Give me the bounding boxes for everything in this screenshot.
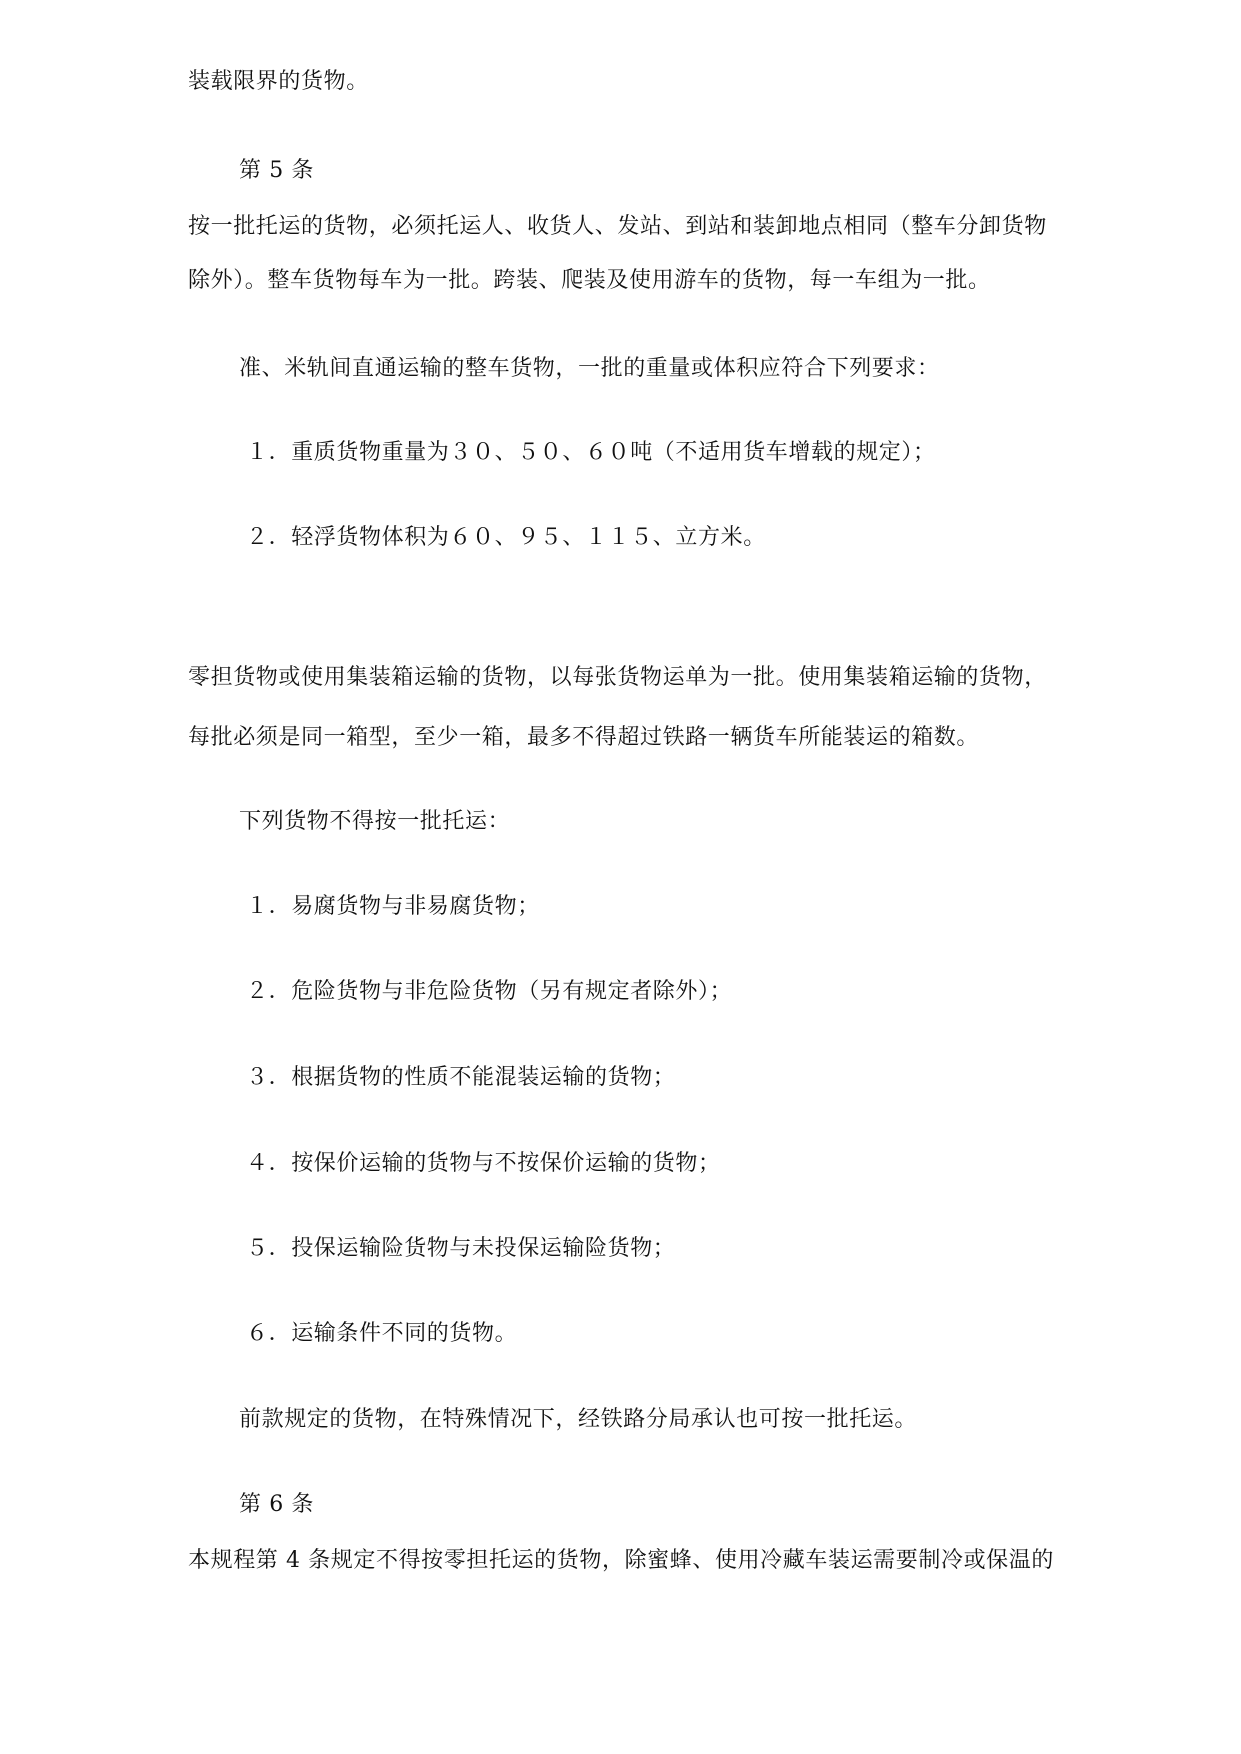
paragraph-text: 准、米轨间直通运输的整车货物，一批的重量或体积应符合下列要求：	[239, 356, 940, 381]
paragraph-text: 按一批托运的货物，必须托运人、收货人、发站、到站和装卸地点相同（整车分卸货物	[188, 214, 1047, 239]
paragraph-text: 每批必须是同一箱型，至少一箱，最多不得超过铁路一辆货车所能装运的箱数。	[188, 725, 980, 750]
paragraph-text: 下列货物不得按一批托运：	[239, 809, 511, 834]
list-item: ６．运输条件不同的货物。	[246, 1321, 518, 1346]
list-item: １．重质货物重量为３０、５０、６０吨（不适用货车增载的规定）；	[246, 440, 936, 465]
paragraph-text: 前款规定的货物，在特殊情况下，经铁路分局承认也可按一批托运。	[239, 1407, 918, 1432]
article-heading: 第 6 条	[239, 1492, 314, 1517]
paragraph-text: 零担货物或使用集装箱运输的货物，以每张货物运单为一批。使用集装箱运输的货物，	[188, 665, 1047, 690]
list-item: ４．按保价运输的货物与不按保价运输的货物；	[246, 1151, 721, 1176]
list-item: ３．根据货物的性质不能混装运输的货物；	[246, 1065, 676, 1090]
list-item: ５．投保运输险货物与未投保运输险货物；	[246, 1236, 676, 1261]
list-item: ２．危险货物与非危险货物（另有规定者除外）；	[246, 979, 733, 1004]
article-heading: 第 5 条	[239, 158, 314, 183]
paragraph-text: 除外）。整车货物每车为一批。跨装、爬装及使用游车的货物，每一车组为一批。	[188, 268, 991, 293]
paragraph-text: 装载限界的货物。	[188, 69, 369, 94]
paragraph-text: 本规程第 4 条规定不得按零担托运的货物，除蜜蜂、使用冷藏车装运需要制冷或保温的	[188, 1548, 1054, 1573]
list-item: １．易腐货物与非易腐货物；	[246, 894, 540, 919]
list-item: ２．轻浮货物体积为６０、９５、１１５、立方米。	[246, 525, 766, 550]
